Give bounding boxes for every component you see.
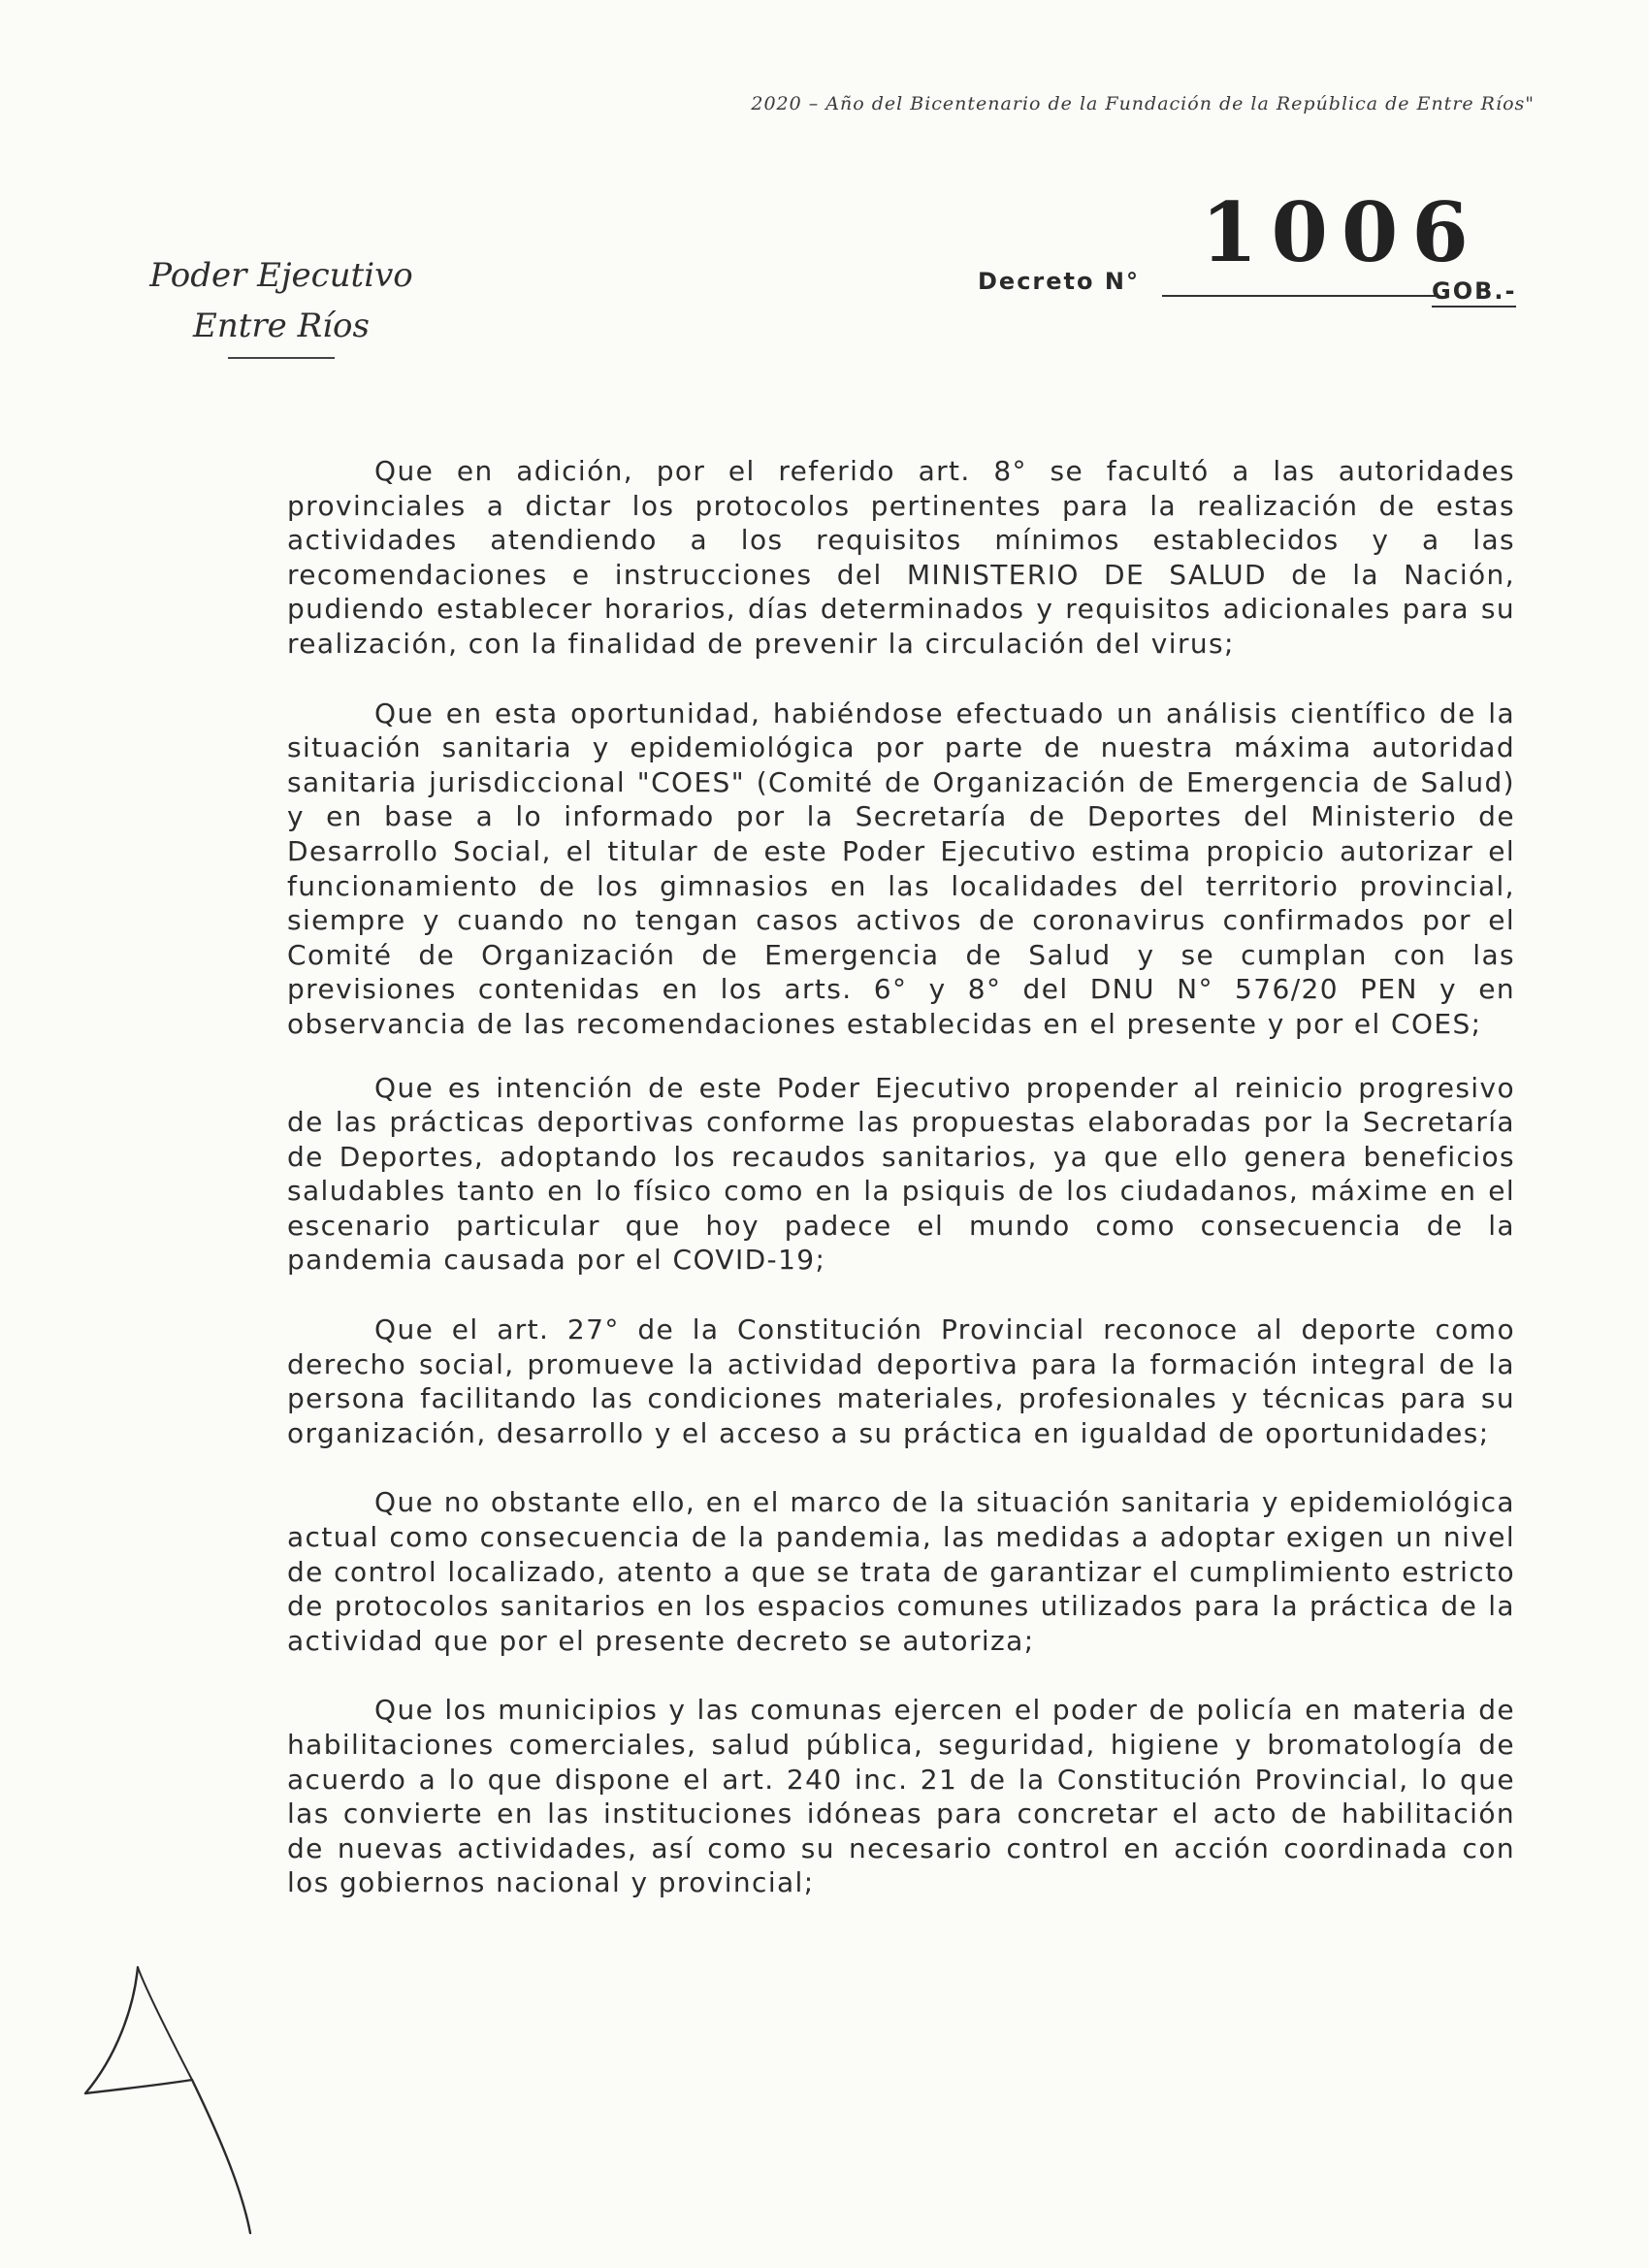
paragraph-6: Que los municipios y las comunas ejercen el poder de policía en materia de habilitaciones comerciales, salud pública, seguridad, higiene y bromatología de acuerdo a lo que dispone el art. 240 inc. 21 de la Constitución Provincial, lo que las convierte en las instituciones idóneas para concretar el acto de habilitación de nuevas actividades, así como su necesario control en acción coordinada con los gobiernos nacional y provincial; xyxy=(287,1694,1515,1899)
paragraph-1: Que en adición, por el referido art. 8° se facultó a las autoridades provinciales a dictar los protocolos pertinentes para la realización de estas actividades atendiendo a los requisitos mínimos establecidos y a las recomendaciones e instrucciones del MINISTERIO DE SALUD de la Nación, pudiendo establecer horarios, días determinados y requisitos adicionales para su realización, con la finalidad de prevenir la circulación del virus; xyxy=(287,455,1515,660)
decree-underline xyxy=(1162,295,1439,297)
decree-number: 1006 xyxy=(1201,184,1482,280)
header-motto: 2020 – Año del Bicentenario de la Fundación de la República de Entre Ríos" xyxy=(751,93,1535,114)
signature-mark xyxy=(78,1950,262,2241)
organization-heading xyxy=(136,250,427,359)
decree-body xyxy=(287,454,1515,1935)
decree-label: Decreto N° xyxy=(978,268,1140,295)
decree-suffix: GOB.- xyxy=(1432,277,1516,308)
decree-heading xyxy=(978,184,1526,310)
paragraph-4: Que el art. 27° de la Constitución Provincial reconoce al deporte como derecho social, promueve la actividad deportiva para la formación integral de la persona facilitando las condiciones materiales, profesionales y técnicas para su organización, desarrollo y el acceso a su práctica en igualdad de oportunidades; xyxy=(287,1313,1515,1449)
organization-line-2: Entre Ríos xyxy=(193,307,370,345)
paragraph-3: Que es intención de este Poder Ejecutivo propender al reinicio progresivo de las prácticas deportivas conforme las propuestas elaboradas por la Secretaría de Deportes, adoptando los recaudos sanitarios, ya que ello genera beneficios saludables tanto en lo físico como en la psiquis de los ciudadanos, máxime en el escenario particular que hoy padece el mundo como consecuencia de la pandemia causada por el COVID-19; xyxy=(287,1071,1515,1277)
organization-line-1: Poder Ejecutivo xyxy=(149,256,413,295)
organization-underline xyxy=(228,357,335,359)
paragraph-2: Que en esta oportunidad, habiéndose efectuado un análisis científico de la situación sanitaria y epidemiológica por parte de nuestra máxima autoridad sanitaria jurisdiccional "COES" (Comité de Organización de Emergencia de Salud) y en base a lo informado por la Secretaría de Deportes del Ministerio de Desarrollo Social, el titular de este Poder Ejecutivo estima propicio autorizar el funcionamiento de los gimnasios en las localidades del territorio provincial, siempre y cuando no tengan casos activos de coronavirus confirmados por el Comité de Organización de Emergencia de Salud y se cumplan con las previsiones contenidas en los arts. 6° y 8° del DNU N° 576/20 PEN y en observancia de las recomendaciones establecidas en el presente y por el COES; xyxy=(287,697,1515,1040)
paragraph-5: Que no obstante ello, en el marco de la situación sanitaria y epidemiológica actual como consecuencia de la pandemia, las medidas a adoptar exigen un nivel de control localizado, atento a que se trata de garantizar el cumplimiento estricto de protocolos sanitarios en los espacios comunes utilizados para la práctica de la actividad que por el presente decreto se autoriza; xyxy=(287,1486,1515,1657)
